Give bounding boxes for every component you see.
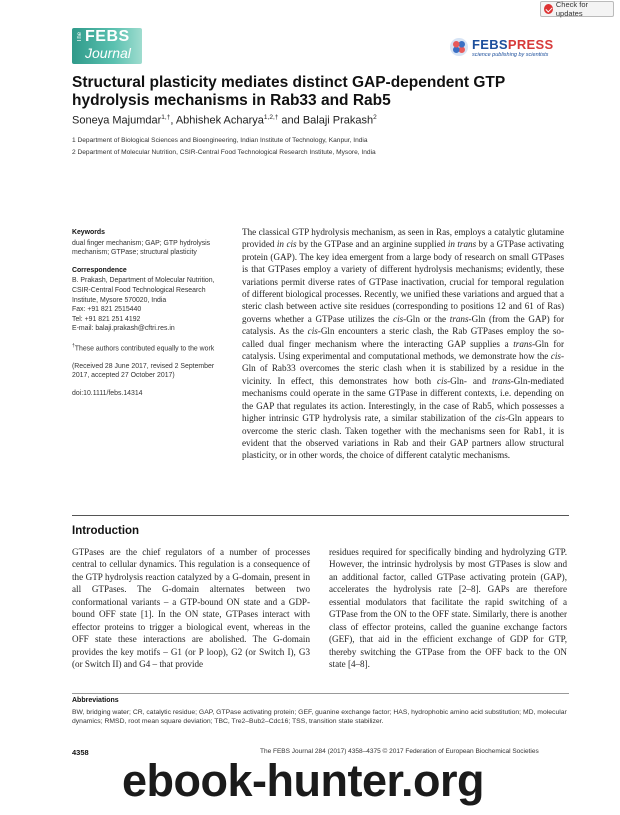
press-name xyxy=(472,37,553,52)
dates-block xyxy=(72,362,222,381)
introduction-heading: Introduction xyxy=(72,525,140,537)
abbreviations-heading: Abbreviations xyxy=(72,697,119,704)
introduction-left-column: GTPases are the chief regulators of a number of processes central to cellular dynamics. This regulation is a consequence of the GTP hydrolysis reaction catalyzed by a G-domain, present in all GTPases. The G-domain alternates between two conformational variants – a GTP-bound ON state and a GDP-bound OFF state [1]. In the ON state, GTPases interact with effector proteins to trigger a biological event, whereas in the OFF state these interactions are abolished. The G-domain provides the key motifs – G1 (or P loop), G2 (or Switch I), G3 (or Switch II) and G4 – that provide xyxy=(72,547,310,670)
article-sidebar xyxy=(72,228,222,407)
check-icon xyxy=(544,4,553,14)
correspondence-block xyxy=(72,266,222,334)
author-name: Abhishek Acharya xyxy=(175,114,264,127)
press-name-febs: FEBS xyxy=(472,37,508,52)
check-for-updates-button[interactable] xyxy=(540,1,614,17)
journal-logo-journal: Journal xyxy=(85,45,131,61)
abstract-text: The classical GTP hydrolysis mechanism, as seen in Ras, employs a catalytic glutamine provided in cis by the GTPase and an arginine supplied in trans by a GTPase activating protein (GAP). The key idea emergent from a large body of research on small GTPases is that GTPases employ a variety of different hydrolysis mechanisms; evidently, these variations permit diverse rates of GTPase inactivation, crucial for temporal regulation of different biological processes. Recently, we unified these variations and argued that a steric clash between active site residues (corresponding to positions 12 and 61 of Ras) governs whether a GTPase utilizes the cis-Gln or the trans-Gln (from the GAP) for catalysis. As the cis-Gln encounters a steric clash, the Rab GTPases employ the so-called dual finger mechanism where the interacting GAP supplies a trans-Gln for catalysis. Using experimental and computational methods, we demonstrate how the cis-Gln of Rab33 overcomes the steric clash when it is stabilized by a residue in the vicinity. In effect, this demonstrates how both cis-Gln- and trans-Gln-mediated mechanisms could operate in the same GTPase in different contexts, i.e. depending on the GAP that regulates its action. Interestingly, in the case of Rab5, which possesses a higher intrinsic GTP hydrolysis rate, a similar stabilization of the cis-Gln appears to overcome the steric clash. Taken together with the mechanisms seen for Rab1, it is evident that the observed variations in Rab and their GAP partners allow structural plasticity, or in other words, the choice of different catalytic mechanisms. xyxy=(242,227,564,461)
equal-contribution-text: These authors contributed equally to the work xyxy=(74,345,215,353)
press-tagline: science publishing by scientists xyxy=(472,52,549,58)
keywords-text: dual finger mechanism; GAP; GTP hydrolysis mechanism; GTPase; structural plasticity xyxy=(72,239,211,257)
correspondence-fax: Fax: +91 821 2515440 xyxy=(72,306,142,314)
author-affiliation-mark: 1,† xyxy=(161,114,171,121)
keywords-block xyxy=(72,228,222,258)
received-dates: (Received 28 June 2017, revised 2 September 2017, accepted 27 October 2017) xyxy=(72,362,215,380)
author-name: Soneya Majumdar xyxy=(72,114,162,127)
section-divider xyxy=(72,515,569,516)
author-affiliation-mark: 2 xyxy=(373,114,377,121)
journal-logo xyxy=(72,28,142,64)
author-separator: , xyxy=(170,114,176,127)
doi-block xyxy=(72,389,222,399)
journal-logo-febs: FEBS xyxy=(85,28,130,45)
author-affiliation-mark: 1,2,† xyxy=(263,114,279,121)
press-name-press: PRESS xyxy=(507,37,554,52)
author-separator: and xyxy=(278,114,303,127)
correspondence-tel: Tel: +91 821 251 4192 xyxy=(72,315,141,323)
equal-contribution-note xyxy=(72,342,222,354)
correspondence-email[interactable]: E-mail: balaji.prakash@cftri.res.in xyxy=(72,325,175,333)
press-logo xyxy=(450,36,580,62)
affiliation-1: 1 Department of Biological Sciences and Bioengineering, Indian Institute of Technology, Kanpur, India xyxy=(72,137,368,144)
check-for-updates-label: Check for updates xyxy=(555,0,588,18)
affiliation-2: 2 Department of Molecular Nutrition, CSIR-Central Food Technological Research Institute, Mysore, India xyxy=(72,149,376,156)
febs-press-icon xyxy=(450,38,468,56)
journal-logo-the: The xyxy=(77,32,83,43)
page-number: 4358 xyxy=(72,748,89,757)
dagger-mark: † xyxy=(72,342,75,349)
watermark: ebook-hunter.org xyxy=(122,755,484,806)
keywords-heading: Keywords xyxy=(72,229,105,236)
doi-link[interactable]: doi:10.1111/febs.14314 xyxy=(72,390,143,398)
abbreviations-text: BW, bridging water; CR, catalytic residue; GAP, GTPase activating protein; GEF, guanine exchange factor; HAS, hydrophobic amino acid substitution; MD, molecular dynamics; RMSD, root mean square deviation; TBC, Tre2–Bub2–Cdc16; TSS, transition state stabilizer. xyxy=(72,709,567,726)
correspondence-address: B. Prakash, Department of Molecular Nutrition, CSIR-Central Food Technological Research Institute, Mysore 570020, India xyxy=(72,277,215,304)
author-list xyxy=(72,114,572,127)
author-name: Balaji Prakash xyxy=(302,114,374,127)
correspondence-heading: Correspondence xyxy=(72,266,127,274)
journal-citation: The FEBS Journal 284 (2017) 4358–4375 © 2017 Federation of European Biochemical Societies xyxy=(260,748,539,755)
abbreviations-divider xyxy=(72,693,569,694)
article-title: Structural plasticity mediates distinct GAP-dependent GTP hydrolysis mechanisms in Rab33 and Rab5 xyxy=(72,74,505,109)
introduction-right-column: residues required for specifically binding and hydrolyzing GTP. However, the intrinsic hydrolysis by most GTPases is slow and an additional factor, called GTPase activating protein (GAP), accelerates the hydrolysis rate [2–8]. GAPs are therefore essential modulators that facilitate the rapid switching of a GTPase from the ON to the OFF state. Similarly, there is another class of effector proteins, called the guanine exchange factors (GEF), that aid in the efficient exchange of GDP for GTP, thereby switching the GTPase from the OFF back to the ON state [4–8]. xyxy=(329,547,567,670)
